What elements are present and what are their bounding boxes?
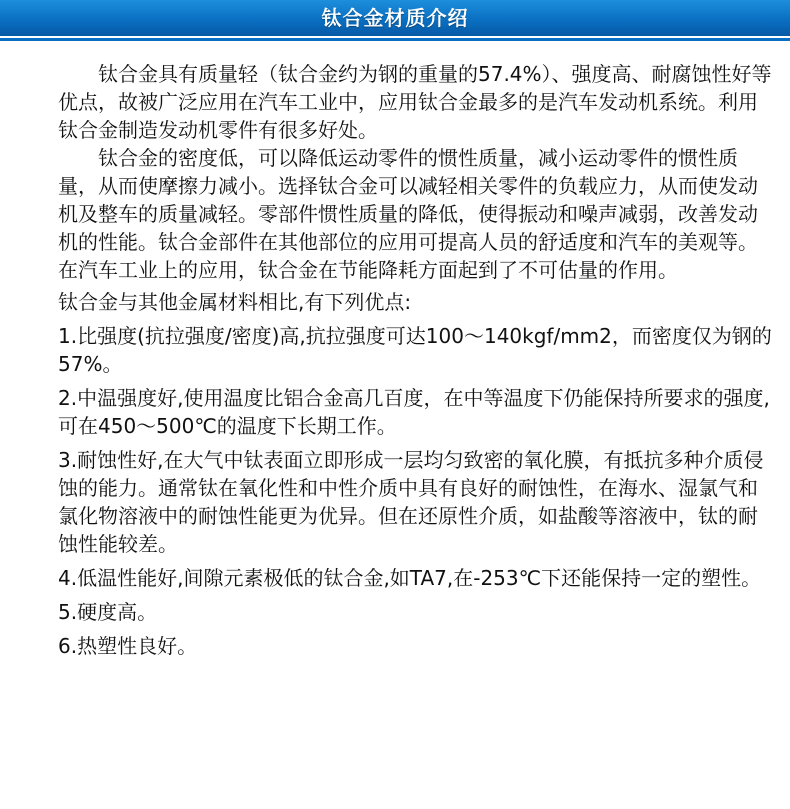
list-item-text: 中温强度好,使用温度比铝合金高几百度，在中等温度下仍能保持所要求的强度,可在450～500℃的温度下长期工作。 [58, 386, 770, 438]
list-item-number: 5. [58, 600, 78, 624]
intro-paragraph-2: 钛合金的密度低，可以降低运动零件的惯性质量，减小运动零件的惯性质量，从而使摩擦力减小。选择钛合金可以减轻相关零件的负载应力，从而使发动机及整车的质量减轻。零部件惯性质量的降低，使得振动和噪声减弱，改善发动机的性能。钛合金部件在其他部位的应用可提高人员的舒适度和汽车的美观等。在汽车工业上的应用，钛合金在节能降耗方面起到了不可估量的作用。 [58, 146, 758, 282]
list-item [58, 446, 774, 558]
title-banner [0, 0, 790, 43]
list-item-number: 2. [58, 386, 78, 410]
list-item-text: 耐蚀性好,在大气中钛表面立即形成一层均匀致密的氧化膜，有抵抗多种介质侵蚀的能力。通常钛在氧化性和中性介质中具有良好的耐蚀性，在海水、湿氯气和氯化物溶液中的耐蚀性能更为优异。但在还原性介质，如盐酸等溶液中，钛的耐蚀性能较差。 [58, 448, 764, 556]
list-item [58, 564, 774, 592]
list-item-text: 比强度(抗拉强度/密度)高,抗拉强度可达100～140kgf/mm2，而密度仅为钢的57%。 [58, 324, 772, 376]
advantages-list [58, 322, 774, 660]
list-item [58, 598, 774, 626]
list-item-number: 1. [58, 324, 78, 348]
list-item-number: 6. [58, 634, 78, 658]
list-item-number: 3. [58, 448, 78, 472]
advantages-intro: 钛合金与其他金属材料相比,有下列优点: [58, 290, 412, 314]
article-body [58, 60, 774, 660]
title-banner-underline [0, 38, 790, 41]
list-item-number: 4. [58, 566, 78, 590]
page-title: 钛合金材质介绍 [321, 6, 469, 30]
list-item-text: 热塑性良好。 [77, 634, 198, 658]
list-item [58, 632, 774, 660]
list-item [58, 384, 774, 440]
intro-paragraph-1: 钛合金具有质量轻（钛合金约为钢的重量的57.4%）、强度高、耐腐蚀性好等优点，故被广泛应用在汽车工业中，应用钛合金最多的是汽车发动机系统。利用钛合金制造发动机零件有很多好处。 [58, 62, 772, 142]
list-item [58, 322, 774, 378]
list-item-text: 低温性能好,间隙元素极低的钛合金,如TA7,在-253℃下还能保持一定的塑性。 [77, 566, 762, 590]
list-item-text: 硬度高。 [77, 600, 158, 624]
